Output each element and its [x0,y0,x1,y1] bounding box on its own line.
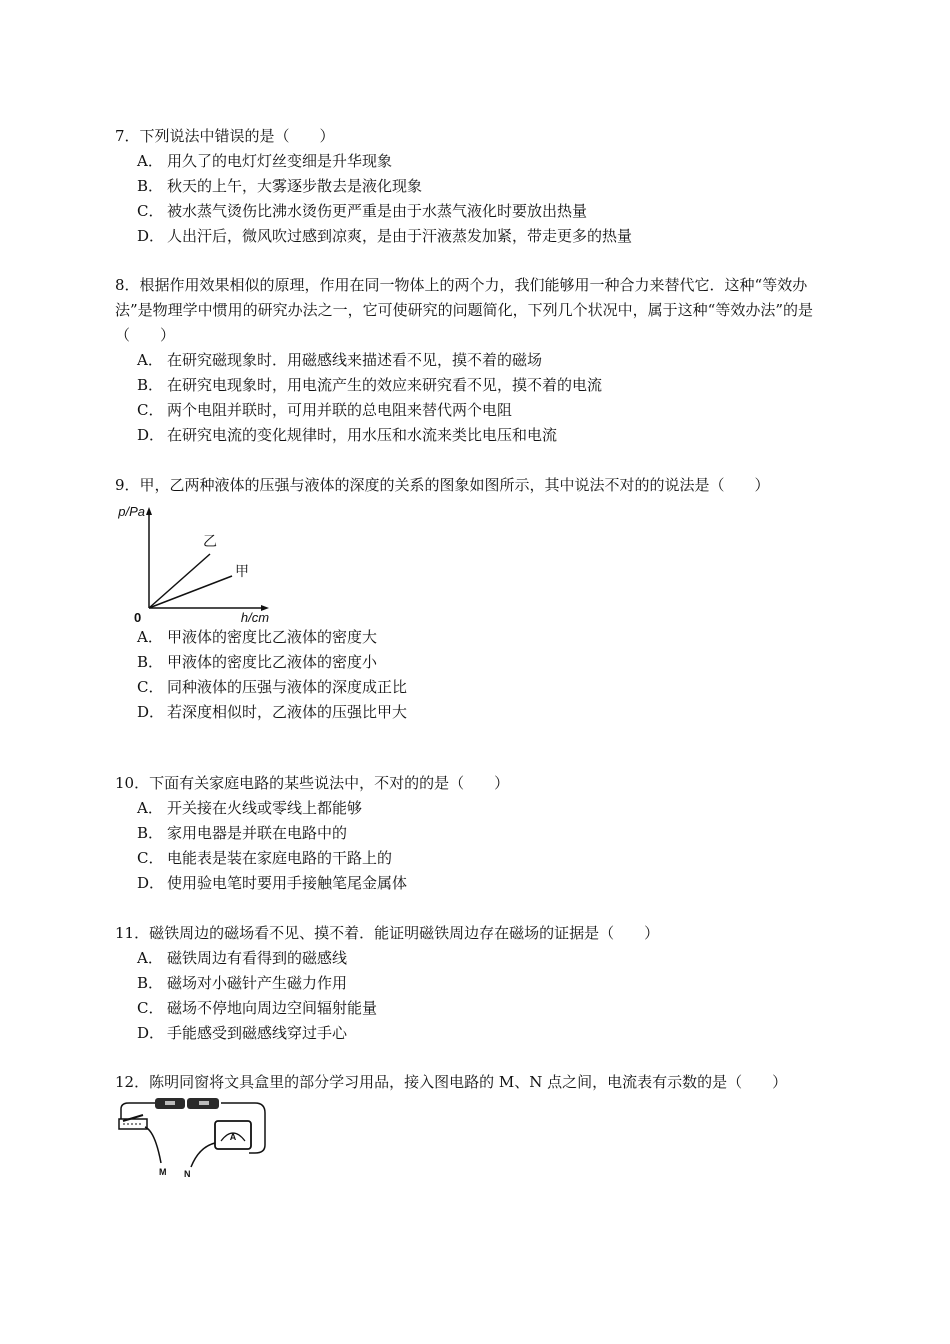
option-label: A． [137,949,163,967]
y-axis-arrow-icon [146,507,152,515]
origin-label: 0 [134,610,142,625]
question-stem: 11．磁铁周边的磁场看不见、摸不着．能证明磁铁周边存在磁场的证据是（ ） [115,924,660,942]
option-label: A． [137,152,163,170]
circuit-diagram [115,1097,275,1177]
option-label: D． [137,426,165,444]
question-7 [115,124,837,249]
line-yi-label: 乙 [203,534,217,550]
option-text: 秋天的上午，大雾逐步散去是液化现象 [167,177,423,195]
question-12 [115,1070,837,1177]
option-d [115,700,837,725]
option-b [115,174,837,199]
question-stem: 9．甲，乙两种液体的压强与液体的深度的关系的图象如图所示，其中说法不对的的说法是（ ） [115,476,770,494]
option-label: A． [137,799,163,817]
option-text: 甲液体的密度比乙液体的密度大 [167,628,378,646]
option-text: 被水蒸气烫伤比沸水烫伤更严重是由于水蒸气液化时要放出热量 [167,202,588,220]
option-text: 在研究电现象时，用电流产生的效应来研究看不见，摸不着的电流 [167,376,603,394]
line-jia [149,576,232,608]
option-label: C． [137,678,164,696]
option-text: 甲液体的密度比乙液体的密度小 [167,653,378,671]
option-d [115,224,837,249]
option-c [115,398,837,423]
option-label: C． [137,202,164,220]
option-text: 开关接在火线或零线上都能够 [167,799,363,817]
wire-to-n [191,1143,215,1167]
option-text: 使用验电笔时要用手接触笔尾金属体 [167,874,408,892]
question-stem: 10．下面有关家庭电路的某些说法中，不对的的是（ ） [115,774,510,792]
option-d [115,871,837,896]
option-a [115,149,837,174]
option-label: C． [137,999,164,1017]
point-m-label: M [159,1167,167,1177]
option-a [115,796,837,821]
point-n-label: N [184,1169,191,1177]
option-label: B． [137,177,164,195]
ammeter-label: A [229,1132,237,1142]
option-text: 家用电器是并联在电路中的 [167,824,348,842]
question-stem: 12．陈明同窗将文具盒里的部分学习用品，接入图电路的 M、N 点之间，电流表有示数的是（ ） [115,1073,788,1091]
battery-1-highlight [165,1101,175,1105]
option-text: 磁场不停地向周边空间辐射能量 [167,999,378,1017]
question-11 [115,921,837,1046]
option-text: 电能表是装在家庭电路的干路上的 [167,849,393,867]
line-yi [149,554,210,608]
option-text: 手能感受到磁感线穿过手心 [167,1024,348,1042]
option-label: D． [137,1024,165,1042]
option-label: A． [137,351,163,369]
option-label: C． [137,401,164,419]
option-label: D． [137,703,165,721]
option-label: C． [137,849,164,867]
question-10 [115,771,837,896]
wire-to-m [145,1127,161,1163]
y-axis-label: p/Pa [118,504,145,519]
battery-2-highlight [199,1101,209,1105]
option-c [115,675,837,700]
option-label: A． [137,628,163,646]
question-9 [115,473,837,725]
question-8 [115,273,837,448]
option-b [115,971,837,996]
option-label: B． [137,824,164,842]
question-stem: 7．下列说法中错误的是（ ） [115,127,335,145]
option-d [115,423,837,448]
option-c [115,199,837,224]
option-text: 用久了的电灯灯丝变细是升华现象 [167,152,393,170]
option-c [115,846,837,871]
line-jia-label: 甲 [235,564,249,580]
option-text: 在研究电流的变化规律时，用水压和水流来类比电压和电流 [167,426,558,444]
option-text: 人出汗后，微风吹过感到凉爽，是由于汗液蒸发加紧，带走更多的热量 [167,227,633,245]
option-text: 同种液体的压强与液体的深度成正比 [167,678,408,696]
option-label: B． [137,974,164,992]
option-text: 磁铁周边有看得到的磁感线 [167,949,348,967]
option-text: 两个电阻并联时，可用并联的总电阻来替代两个电阻 [167,401,513,419]
option-a [115,348,837,373]
option-a [115,625,837,650]
option-c [115,996,837,1021]
question-stem: 8．根据作用效果相似的原理，作用在同一物体上的两个力，我们能够用一种合力来替代它．这种“等效办法”是物理学中惯用的研究办法之一，它可使研究的问题简化，下列几个状况中，属于这种“等效办法”的是（ ） [115,276,814,344]
option-d [115,1021,837,1046]
option-b [115,650,837,675]
option-text: 在研究磁现象时．用磁感线来描述看不见，摸不着的磁场 [167,351,543,369]
option-a [115,946,837,971]
option-label: B． [137,653,164,671]
option-label: B． [137,376,164,394]
option-b [115,373,837,398]
option-text: 若深度相似时，乙液体的压强比甲大 [167,703,408,721]
option-text: 磁场对小磁针产生磁力作用 [167,974,348,992]
option-label: D． [137,227,165,245]
x-axis-label: h/cm [240,610,270,625]
pressure-depth-graph [115,498,275,625]
option-b [115,821,837,846]
option-label: D． [137,874,165,892]
